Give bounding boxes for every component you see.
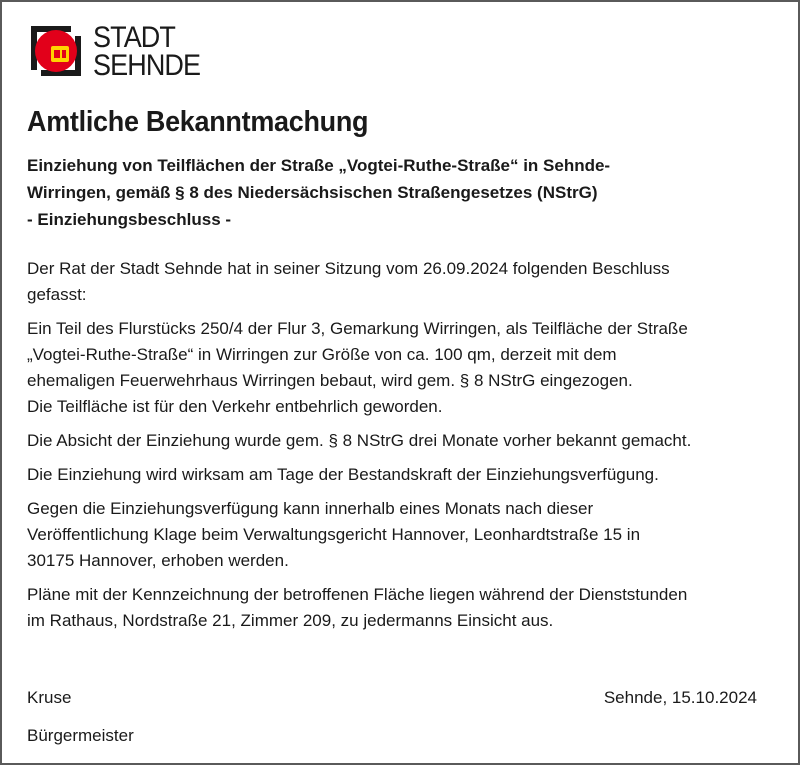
text-line: Gegen die Einziehungsverfügung kann innerhalb eines Monats nach dieser xyxy=(27,499,594,518)
text-line: Die Absicht der Einziehung wurde gem. § 8 NStrG drei Monate vorher bekannt gemacht. xyxy=(27,431,692,450)
text-line: „Vogtei-Ruthe-Straße“ in Wirringen zur Größe von ca. 100 qm, derzeit mit dem xyxy=(27,345,617,364)
city-logo xyxy=(27,22,227,84)
text-line: Pläne mit der Kennzeichnung der betroffenen Fläche liegen während der Dienststunden xyxy=(27,585,688,604)
paragraph-prior-announcement xyxy=(27,428,787,454)
text-line: Die Teilfläche ist für den Verkehr entbehrlich geworden. xyxy=(27,397,443,416)
signature-block xyxy=(27,685,757,749)
logo-line-sehnde: SEHNDE xyxy=(93,49,201,82)
place-and-date: Sehnde, 15.10.2024 xyxy=(603,688,757,707)
paragraph-legal-remedy xyxy=(27,496,787,574)
text-line: Der Rat der Stadt Sehnde hat in seiner Sitzung vom 26.09.2024 folgenden Beschluss xyxy=(27,259,670,278)
text-line: Ein Teil des Flurstücks 250/4 der Flur 3, Gemarkung Wirringen, als Teilfläche der Straße xyxy=(27,319,688,338)
subheading-line: - Einziehungsbeschluss - xyxy=(27,210,232,229)
notice-heading: Amtliche Bekanntmachung xyxy=(27,106,369,138)
subheading-line: Einziehung von Teilflächen der Straße „Vogtei-Ruthe-Straße“ in Sehnde- xyxy=(27,156,611,175)
notice-body xyxy=(27,256,787,642)
text-line: gefasst: xyxy=(27,285,87,304)
paragraph-parcel-description xyxy=(27,316,787,420)
text-line: Die Einziehung wird wirksam am Tage der Bestandskraft der Einziehungsverfügung. xyxy=(27,465,659,484)
city-logo-text xyxy=(93,21,201,82)
text-line: im Rathaus, Nordstraße 21, Zimmer 209, zu jedermanns Einsicht aus. xyxy=(27,611,554,630)
signature-row xyxy=(27,685,757,711)
paragraph-effective-date xyxy=(27,462,787,488)
signatory-title: Bürgermeister xyxy=(27,726,134,745)
notice-subheading xyxy=(27,152,787,233)
text-line: ehemaligen Feuerwehrhaus Wirringen bebaut, wird gem. § 8 NStrG eingezogen. xyxy=(27,371,633,390)
paragraph-council-decision xyxy=(27,256,787,308)
paragraph-plan-inspection xyxy=(27,582,787,634)
text-line: Veröffentlichung Klage beim Verwaltungsgericht Hannover, Leonhardtstraße 15 in xyxy=(27,525,641,544)
logo-line-stadt: STADT xyxy=(93,21,175,54)
text-line: 30175 Hannover, erhoben werden. xyxy=(27,551,289,570)
signatory-name: Kruse xyxy=(27,688,72,707)
city-emblem-icon xyxy=(27,22,85,80)
subheading-line: Wirringen, gemäß § 8 des Niedersächsischen Straßengesetzes (NStrG) xyxy=(27,183,598,202)
